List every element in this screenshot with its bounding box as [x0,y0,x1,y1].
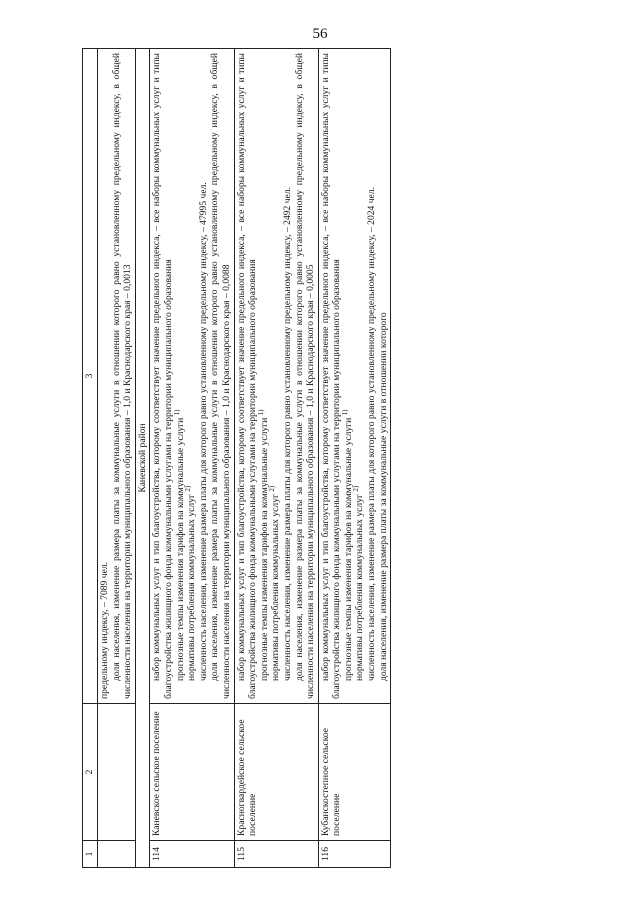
detail-share: доля населения, изменение размера платы за коммунальные услуги в отношении которого равно установленному предельному индексу, в общей численности населения на территории муниципального образования – 1,0 и Краснодарского края – 0,0088 [209,53,232,699]
footnote-ref: 1) [256,409,265,416]
detail-tariffs-text: прогнозные темпы изменения тарифов на коммунальные услуги [258,417,270,681]
table-row [318,49,391,868]
continuation-num-cell [98,841,136,868]
district-title: Каневской район [135,49,150,868]
detail-population: численность населения, изменение размера платы для которого равно установленному предельному индексу, – 2024 чел. [366,187,378,681]
settlement-name: Каневское сельское поселение [150,704,234,841]
detail-population: численность населения, изменение размера платы для которого равно установленному предельному индексу, – 2492 чел. [281,187,293,681]
footnote-ref: 2) [352,485,361,492]
header-col1: 1 [83,841,98,868]
table-row [234,49,318,868]
detail-share: доля населения, изменение размера платы за коммунальные услуги в отношении которого [377,312,389,681]
detail-tariffs-text: прогнозные темпы изменения тарифов на коммунальные услуги [342,417,354,681]
header-col3: 3 [83,49,98,704]
detail-set: набор коммунальных услуг и тип благоустройства, которому соответствует значение предельного индекса, – все наборы коммунальных услуг и типы благоустройства жилищного фонда коммунальными услугами на территории муниципального образования [235,53,259,699]
continuation-text-cell [98,49,136,704]
detail-norms-text: нормативы потребления коммунальных услуг [270,494,282,681]
settlement-name: Красногвардейское сельское поселение [234,704,318,841]
row-details [150,49,234,704]
header-col2: 2 [83,704,98,841]
table-row [150,49,234,868]
detail-set: набор коммунальных услуг и тип благоустройства, которому соответствует значение предельного индекса, – все наборы коммунальных услуг и типы благоустройства жилищного фонда коммунальными услугами на территории муниципального образования [319,53,343,699]
detail-tariffs [340,53,355,699]
continuation-line: доля населения, изменение размера платы за коммунальные услуги в отношении которого равно установленному предельному индексу, в общей численности населения на территории муниципального образования – 1,0 и Краснодарского края – 0,0013 [110,53,134,699]
detail-norms-text: нормативы потребления коммунальных услуг [354,494,366,681]
row-number: 115 [234,841,318,868]
detail-population: численность населения, изменение размера платы для которого равно установленному предельному индексу, – 47995 чел. [197,182,209,681]
detail-norms [183,53,198,699]
detail-tariffs [256,53,271,699]
detail-norms [270,53,282,699]
settlement-name: Кубанскостепное сельское поселение [318,704,391,841]
detail-tariffs [172,53,187,699]
detail-share: доля населения, изменение размера платы за коммунальные услуги в отношении которого равно установленному предельному индексу, в общей численности населения на территории муниципального образования – 1,0 и Краснодарского края – 0,0005 [293,53,317,699]
footnote-ref: 1) [340,409,349,416]
header-row [83,49,98,868]
detail-norms [354,53,366,699]
footnote-ref: 1) [172,409,181,416]
continuation-name-cell [98,704,136,841]
data-table [82,48,391,868]
page-number: 56 [312,26,328,42]
district-row [135,49,150,868]
footnote-ref: 2) [183,485,192,492]
detail-set: набор коммунальных услуг и тип благоустройства, которому соответствует значение предельного индекса, – все наборы коммунальных услуг и типы благоустройства жилищного фонда коммунальными услугами на территории муниципального образования [151,53,174,699]
row-details [318,49,391,704]
row-number: 116 [318,841,391,868]
row-details [234,49,318,704]
continuation-row [98,49,136,868]
continuation-line: предельному индексу, – 7089 чел. [99,561,110,699]
detail-norms-text: нормативы потребления коммунальных услуг [186,494,198,681]
footnote-ref: 2) [268,485,277,492]
detail-tariffs-text: прогнозные темпы изменения тарифов на коммунальные услуги [174,417,186,681]
row-number: 114 [150,841,234,868]
rotated-table-container [82,48,587,868]
